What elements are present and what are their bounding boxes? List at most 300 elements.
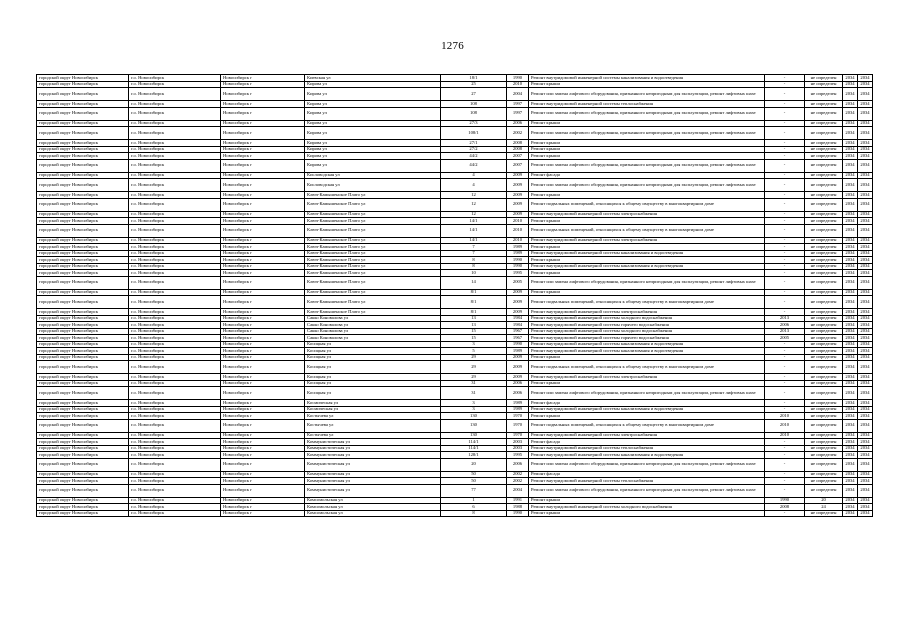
cell-settlement: г.о. Новосибирск: [129, 309, 221, 316]
cell-cost-per-m2: 20: [805, 497, 843, 504]
table-row: [37, 198, 873, 211]
cell-year-built: 2009: [507, 296, 529, 309]
cell-year-built: 2004: [507, 484, 529, 497]
cell-plan-year-end: 2034: [858, 198, 873, 211]
cell-settlement: г.о. Новосибирск: [129, 406, 221, 413]
cell-house-number: 4: [441, 172, 507, 179]
cell-plan-year-end: 2034: [858, 328, 873, 335]
cell-settlement: г.о. Новосибирск: [129, 179, 221, 192]
cell-city: Новосибирск г: [221, 406, 305, 413]
cell-house-number: 18/1: [441, 75, 507, 82]
cell-cost-per-m2: не определен: [805, 406, 843, 413]
cell-street: Сакко Коновалова ул: [305, 335, 441, 342]
cell-city: Новосибирск г: [221, 400, 305, 407]
cell-settlement: г.о. Новосибирск: [129, 75, 221, 82]
cell-plan-year-end: 2034: [858, 400, 873, 407]
cell-cost-per-m2: не определен: [805, 445, 843, 452]
cell-cost-per-m2: не определен: [805, 452, 843, 459]
cell-plan-year-start: 2034: [843, 413, 858, 420]
cell-city: Новосибирск г: [221, 445, 305, 452]
cell-year-built: 2005: [507, 276, 529, 289]
table-row: [37, 296, 873, 309]
cell-street: Ключ-Камышенское Плато ул: [305, 224, 441, 237]
cell-settlement: г.о. Новосибирск: [129, 439, 221, 446]
cell-settlement: г.о. Новосибирск: [129, 250, 221, 257]
cell-street: Кирова ул: [305, 107, 441, 120]
cell-plan-year-start: 2034: [843, 88, 858, 101]
cell-work-type: Ремонт или замена лифтового оборудования, признанного непригодным для эксплуатации, ремонт лифтовых шахт: [529, 127, 765, 140]
cell-work-type: Ремонт крыши: [529, 257, 765, 264]
cell-street: Косицкая ул: [305, 354, 441, 361]
cell-settlement: г.о. Новосибирск: [129, 270, 221, 277]
cell-plan-year-end: 2034: [858, 127, 873, 140]
cell-settlement: г.о. Новосибирск: [129, 107, 221, 120]
cell-street: Коммунистическая ул: [305, 471, 441, 478]
cell-city: Новосибирск г: [221, 328, 305, 335]
cell-cost-per-m2: не определен: [805, 153, 843, 160]
cell-city: Новосибирск г: [221, 335, 305, 342]
cell-settlement: г.о. Новосибирск: [129, 211, 221, 218]
cell-last-repair-year: -: [765, 218, 805, 225]
cell-cost-per-m2: не определен: [805, 107, 843, 120]
cell-last-repair-year: -: [765, 75, 805, 82]
cell-city: Новосибирск г: [221, 452, 305, 459]
cell-last-repair-year: -: [765, 237, 805, 244]
cell-city: Новосибирск г: [221, 101, 305, 108]
cell-year-built: 2009: [507, 172, 529, 179]
cell-plan-year-end: 2034: [858, 458, 873, 471]
cell-work-type: Ремонт или замена лифтового оборудования, признанного непригодным для эксплуатации, ремонт лифтовых шахт: [529, 484, 765, 497]
cell-city: Новосибирск г: [221, 309, 305, 316]
cell-cost-per-m2: не определен: [805, 380, 843, 387]
cell-municipality: городской округ Новосибирск: [37, 510, 129, 517]
cell-city: Новосибирск г: [221, 432, 305, 439]
cell-settlement: г.о. Новосибирск: [129, 296, 221, 309]
cell-city: Новосибирск г: [221, 250, 305, 257]
cell-year-built: 1990: [507, 257, 529, 264]
cell-last-repair-year: -: [765, 380, 805, 387]
cell-work-type: Ремонт внутридомовой инженерной системы канализования и водоотведения: [529, 75, 765, 82]
cell-work-type: Ремонт крыши: [529, 497, 765, 504]
cell-plan-year-start: 2034: [843, 75, 858, 82]
cell-plan-year-start: 2034: [843, 237, 858, 244]
cell-street: Кирова ул: [305, 153, 441, 160]
cell-street: Костычева ул: [305, 413, 441, 420]
cell-municipality: городской округ Новосибирск: [37, 309, 129, 316]
cell-cost-per-m2: не определен: [805, 400, 843, 407]
cell-settlement: г.о. Новосибирск: [129, 471, 221, 478]
cell-last-repair-year: -: [765, 387, 805, 400]
cell-municipality: городской округ Новосибирск: [37, 445, 129, 452]
cell-settlement: г.о. Новосибирск: [129, 322, 221, 329]
cell-municipality: городской округ Новосибирск: [37, 250, 129, 257]
cell-cost-per-m2: не определен: [805, 413, 843, 420]
cell-plan-year-start: 2034: [843, 348, 858, 355]
cell-year-built: 2006: [507, 120, 529, 127]
cell-street: Коммунистическая ул: [305, 439, 441, 446]
cell-settlement: г.о. Новосибирск: [129, 237, 221, 244]
cell-settlement: г.о. Новосибирск: [129, 445, 221, 452]
cell-house-number: 114/1: [441, 445, 507, 452]
cell-plan-year-end: 2034: [858, 296, 873, 309]
cell-municipality: городской округ Новосибирск: [37, 439, 129, 446]
cell-city: Новосибирск г: [221, 198, 305, 211]
cell-city: Новосибирск г: [221, 413, 305, 420]
cell-work-type: Ремонт или замена лифтового оборудования, признанного непригодным для эксплуатации, ремонт лифтовых шахт: [529, 159, 765, 172]
cell-house-number: 5: [441, 348, 507, 355]
cell-street: Ключ-Камышенское Плато ул: [305, 211, 441, 218]
cell-municipality: городской округ Новосибирск: [37, 276, 129, 289]
cell-city: Новосибирск г: [221, 140, 305, 147]
cell-year-built: 1967: [507, 335, 529, 342]
cell-year-built: 2009: [507, 179, 529, 192]
cell-house-number: 14/1: [441, 224, 507, 237]
cell-city: Новосибирск г: [221, 289, 305, 296]
cell-municipality: городской округ Новосибирск: [37, 374, 129, 381]
cell-plan-year-start: 2034: [843, 341, 858, 348]
cell-municipality: городской округ Новосибирск: [37, 400, 129, 407]
cell-house-number: 31: [441, 380, 507, 387]
cell-last-repair-year: -: [765, 296, 805, 309]
cell-street: Ключ-Камышенское Плато ул: [305, 289, 441, 296]
cell-settlement: г.о. Новосибирск: [129, 361, 221, 374]
cell-house-number: 7: [441, 244, 507, 251]
cell-work-type: Ремонт внутридомовой инженерной системы теплоснабжения: [529, 445, 765, 452]
cell-house-number: 27/2: [441, 146, 507, 153]
cell-cost-per-m2: не определен: [805, 328, 843, 335]
cell-year-built: 1989: [507, 348, 529, 355]
cell-cost-per-m2: не определен: [805, 458, 843, 471]
cell-house-number: 14/1: [441, 218, 507, 225]
cell-settlement: г.о. Новосибирск: [129, 510, 221, 517]
cell-street: Космическая ул: [305, 400, 441, 407]
cell-plan-year-end: 2034: [858, 354, 873, 361]
cell-house-number: 1: [441, 497, 507, 504]
cell-settlement: г.о. Новосибирск: [129, 315, 221, 322]
cell-cost-per-m2: не определен: [805, 439, 843, 446]
cell-plan-year-start: 2034: [843, 289, 858, 296]
cell-last-repair-year: -: [765, 192, 805, 199]
cell-settlement: г.о. Новосибирск: [129, 387, 221, 400]
cell-street: Ключ-Камышенское Плато ул: [305, 218, 441, 225]
cell-plan-year-start: 2034: [843, 419, 858, 432]
cell-municipality: городской округ Новосибирск: [37, 289, 129, 296]
cell-house-number: 12: [441, 192, 507, 199]
cell-city: Новосибирск г: [221, 81, 305, 88]
cell-plan-year-end: 2034: [858, 179, 873, 192]
cell-year-built: 1970: [507, 413, 529, 420]
cell-plan-year-end: 2034: [858, 237, 873, 244]
cell-house-number: 27: [441, 88, 507, 101]
cell-year-built: 2008: [507, 146, 529, 153]
cell-cost-per-m2: не определен: [805, 81, 843, 88]
cell-work-type: Ремонт крыши: [529, 380, 765, 387]
cell-work-type: Ремонт подвальных помещений, относящихся к общему имуществу в многоквартирном доме: [529, 419, 765, 432]
capital-repair-table: [36, 74, 873, 517]
cell-last-repair-year: -: [765, 400, 805, 407]
cell-plan-year-end: 2034: [858, 192, 873, 199]
cell-city: Новосибирск г: [221, 387, 305, 400]
cell-municipality: городской округ Новосибирск: [37, 218, 129, 225]
cell-street: Косицкая ул: [305, 361, 441, 374]
cell-work-type: Ремонт крыши: [529, 153, 765, 160]
cell-work-type: Ремонт внутридомовой инженерной системы канализования и водоотведения: [529, 263, 765, 270]
cell-street: Ключ-Камышенское Плато ул: [305, 237, 441, 244]
cell-cost-per-m2: не определен: [805, 250, 843, 257]
cell-plan-year-start: 2034: [843, 335, 858, 342]
cell-last-repair-year: -: [765, 276, 805, 289]
cell-plan-year-start: 2034: [843, 101, 858, 108]
cell-settlement: г.о. Новосибирск: [129, 432, 221, 439]
cell-last-repair-year: -: [765, 250, 805, 257]
cell-municipality: городской округ Новосибирск: [37, 406, 129, 413]
cell-house-number: 114/1: [441, 439, 507, 446]
cell-work-type: Ремонт внутридомовой инженерной системы горячего водоснабжения: [529, 335, 765, 342]
cell-year-built: 1997: [507, 107, 529, 120]
cell-street: Коммунистическая ул: [305, 458, 441, 471]
cell-year-built: 2002: [507, 127, 529, 140]
cell-street: Ключ-Камышенское Плато ул: [305, 198, 441, 211]
cell-plan-year-start: 2034: [843, 172, 858, 179]
cell-plan-year-end: 2034: [858, 244, 873, 251]
cell-house-number: 12: [441, 198, 507, 211]
cell-house-number: 6: [441, 504, 507, 511]
cell-plan-year-end: 2034: [858, 322, 873, 329]
cell-municipality: городской округ Новосибирск: [37, 335, 129, 342]
cell-work-type: Ремонт внутридомовой инженерной системы канализования и водоотведения: [529, 348, 765, 355]
cell-municipality: городской округ Новосибирск: [37, 354, 129, 361]
cell-municipality: городской округ Новосибирск: [37, 224, 129, 237]
cell-year-built: 2009: [507, 289, 529, 296]
cell-municipality: городской округ Новосибирск: [37, 322, 129, 329]
cell-plan-year-start: 2034: [843, 478, 858, 485]
table-row: [37, 419, 873, 432]
cell-plan-year-end: 2034: [858, 263, 873, 270]
cell-street: Косицкая ул: [305, 380, 441, 387]
cell-year-built: 1988: [507, 504, 529, 511]
cell-municipality: городской округ Новосибирск: [37, 413, 129, 420]
cell-street: Кирова ул: [305, 127, 441, 140]
cell-city: Новосибирск г: [221, 179, 305, 192]
cell-last-repair-year: -: [765, 270, 805, 277]
table-row: [37, 88, 873, 101]
cell-last-repair-year: -: [765, 172, 805, 179]
cell-plan-year-start: 2034: [843, 328, 858, 335]
cell-year-built: 1984: [507, 315, 529, 322]
cell-plan-year-start: 2034: [843, 198, 858, 211]
cell-plan-year-end: 2034: [858, 335, 873, 342]
cell-settlement: г.о. Новосибирск: [129, 276, 221, 289]
cell-cost-per-m2: не определен: [805, 88, 843, 101]
cell-cost-per-m2: не определен: [805, 159, 843, 172]
cell-settlement: г.о. Новосибирск: [129, 374, 221, 381]
cell-last-repair-year: -: [765, 153, 805, 160]
cell-municipality: городской округ Новосибирск: [37, 75, 129, 82]
cell-city: Новосибирск г: [221, 75, 305, 82]
cell-house-number: 20: [441, 458, 507, 471]
cell-work-type: Ремонт внутридомовой инженерной системы электроснабжения: [529, 237, 765, 244]
cell-cost-per-m2: не определен: [805, 257, 843, 264]
cell-municipality: городской округ Новосибирск: [37, 244, 129, 251]
cell-work-type: Ремонт фасада: [529, 172, 765, 179]
cell-settlement: г.о. Новосибирск: [129, 120, 221, 127]
cell-year-built: 2006: [507, 387, 529, 400]
cell-plan-year-end: 2034: [858, 146, 873, 153]
cell-municipality: городской округ Новосибирск: [37, 237, 129, 244]
cell-house-number: 8: [441, 510, 507, 517]
cell-plan-year-start: 2034: [843, 458, 858, 471]
cell-street: Кирова ул: [305, 88, 441, 101]
cell-city: Новосибирск г: [221, 257, 305, 264]
page-number: 1276: [441, 40, 464, 52]
cell-year-built: 2006: [507, 380, 529, 387]
cell-plan-year-start: 2034: [843, 374, 858, 381]
cell-settlement: г.о. Новосибирск: [129, 218, 221, 225]
cell-last-repair-year: -: [765, 374, 805, 381]
cell-city: Новосибирск г: [221, 504, 305, 511]
cell-cost-per-m2: не определен: [805, 309, 843, 316]
cell-year-built: 2009: [507, 211, 529, 218]
cell-last-repair-year: -: [765, 140, 805, 147]
cell-city: Новосибирск г: [221, 276, 305, 289]
table-row: [37, 458, 873, 471]
cell-street: Кирова ул: [305, 146, 441, 153]
cell-plan-year-start: 2034: [843, 309, 858, 316]
cell-work-type: Ремонт подвальных помещений, относящихся к общему имуществу в многоквартирном доме: [529, 296, 765, 309]
cell-work-type: Ремонт внутридомовой инженерной системы холодного водоснабжения: [529, 328, 765, 335]
cell-house-number: 15: [441, 328, 507, 335]
cell-plan-year-start: 2034: [843, 263, 858, 270]
cell-municipality: городской округ Новосибирск: [37, 146, 129, 153]
cell-street: Кисловодская ул: [305, 179, 441, 192]
cell-house-number: 14/1: [441, 237, 507, 244]
cell-work-type: Ремонт подвальных помещений, относящихся к общему имуществу в многоквартирном доме: [529, 224, 765, 237]
cell-work-type: Ремонт крыши: [529, 270, 765, 277]
cell-city: Новосибирск г: [221, 484, 305, 497]
table-row: [37, 224, 873, 237]
cell-settlement: г.о. Новосибирск: [129, 413, 221, 420]
cell-house-number: 25: [441, 81, 507, 88]
cell-last-repair-year: 2010: [765, 413, 805, 420]
cell-last-repair-year: -: [765, 198, 805, 211]
cell-city: Новосибирск г: [221, 315, 305, 322]
cell-cost-per-m2: не определен: [805, 198, 843, 211]
cell-settlement: г.о. Новосибирск: [129, 380, 221, 387]
cell-plan-year-end: 2034: [858, 387, 873, 400]
cell-work-type: Ремонт крыши: [529, 413, 765, 420]
cell-municipality: городской округ Новосибирск: [37, 328, 129, 335]
cell-plan-year-start: 2034: [843, 354, 858, 361]
cell-last-repair-year: -: [765, 107, 805, 120]
cell-year-built: 1990: [507, 510, 529, 517]
cell-year-built: 2009: [507, 374, 529, 381]
cell-settlement: г.о. Новосибирск: [129, 328, 221, 335]
cell-last-repair-year: -: [765, 471, 805, 478]
cell-municipality: городской округ Новосибирск: [37, 504, 129, 511]
cell-plan-year-end: 2034: [858, 159, 873, 172]
cell-year-built: 2009: [507, 192, 529, 199]
cell-settlement: г.о. Новосибирск: [129, 419, 221, 432]
cell-work-type: Ремонт или замена лифтового оборудования, признанного непригодным для эксплуатации, ремонт лифтовых шахт: [529, 387, 765, 400]
cell-plan-year-end: 2034: [858, 289, 873, 296]
cell-settlement: г.о. Новосибирск: [129, 354, 221, 361]
cell-street: Костычева ул: [305, 432, 441, 439]
cell-settlement: г.о. Новосибирск: [129, 198, 221, 211]
cell-city: Новосибирск г: [221, 341, 305, 348]
cell-city: Новосибирск г: [221, 224, 305, 237]
cell-last-repair-year: 2010: [765, 432, 805, 439]
cell-plan-year-start: 2034: [843, 471, 858, 478]
cell-cost-per-m2: не определен: [805, 478, 843, 485]
cell-cost-per-m2: не определен: [805, 237, 843, 244]
table-row: [37, 510, 873, 517]
cell-plan-year-end: 2034: [858, 497, 873, 504]
cell-cost-per-m2: не определен: [805, 101, 843, 108]
cell-house-number: 29: [441, 354, 507, 361]
cell-street: Комсомольская ул: [305, 504, 441, 511]
cell-house-number: 3: [441, 400, 507, 407]
cell-cost-per-m2: не определен: [805, 361, 843, 374]
cell-last-repair-year: -: [765, 341, 805, 348]
cell-street: Косицкая ул: [305, 348, 441, 355]
cell-house-number: 8/1: [441, 296, 507, 309]
cell-work-type: Ремонт внутридомовой инженерной системы электроснабжения: [529, 374, 765, 381]
cell-house-number: 8/1: [441, 309, 507, 316]
cell-year-built: 2009: [507, 361, 529, 374]
cell-house-number: 29: [441, 374, 507, 381]
cell-municipality: городской округ Новосибирск: [37, 192, 129, 199]
cell-last-repair-year: -: [765, 159, 805, 172]
cell-year-built: 2010: [507, 224, 529, 237]
cell-cost-per-m2: не определен: [805, 244, 843, 251]
cell-year-built: 1989: [507, 406, 529, 413]
cell-plan-year-start: 2034: [843, 484, 858, 497]
cell-street: Сакко Коновалова ул: [305, 315, 441, 322]
cell-work-type: Ремонт внутридомовой инженерной системы электроснабжения: [529, 309, 765, 316]
cell-plan-year-end: 2034: [858, 107, 873, 120]
cell-last-repair-year: -: [765, 179, 805, 192]
cell-last-repair-year: -: [765, 127, 805, 140]
cell-settlement: г.о. Новосибирск: [129, 192, 221, 199]
cell-settlement: г.о. Новосибирск: [129, 263, 221, 270]
cell-plan-year-end: 2034: [858, 361, 873, 374]
table-row: [37, 159, 873, 172]
cell-work-type: Ремонт крыши: [529, 146, 765, 153]
cell-plan-year-start: 2034: [843, 361, 858, 374]
cell-settlement: г.о. Новосибирск: [129, 140, 221, 147]
cell-city: Новосибирск г: [221, 361, 305, 374]
cell-house-number: 108/1: [441, 127, 507, 140]
cell-plan-year-start: 2034: [843, 406, 858, 413]
cell-settlement: г.о. Новосибирск: [129, 484, 221, 497]
cell-house-number: 44/2: [441, 159, 507, 172]
cell-year-built: 2007: [507, 159, 529, 172]
cell-cost-per-m2: не определен: [805, 263, 843, 270]
cell-work-type: Ремонт внутридомовой инженерной системы канализования и водоотведения: [529, 341, 765, 348]
cell-work-type: Ремонт фасада: [529, 439, 765, 446]
cell-plan-year-end: 2034: [858, 218, 873, 225]
cell-city: Новосибирск г: [221, 172, 305, 179]
cell-plan-year-start: 2034: [843, 400, 858, 407]
cell-house-number: 15: [441, 335, 507, 342]
cell-last-repair-year: -: [765, 257, 805, 264]
cell-settlement: г.о. Новосибирск: [129, 101, 221, 108]
cell-plan-year-start: 2034: [843, 159, 858, 172]
cell-last-repair-year: -: [765, 211, 805, 218]
table-row: [37, 484, 873, 497]
cell-year-built: 2009: [507, 198, 529, 211]
cell-work-type: Ремонт или замена лифтового оборудования, признанного непригодным для эксплуатации, ремонт лифтовых шахт: [529, 179, 765, 192]
